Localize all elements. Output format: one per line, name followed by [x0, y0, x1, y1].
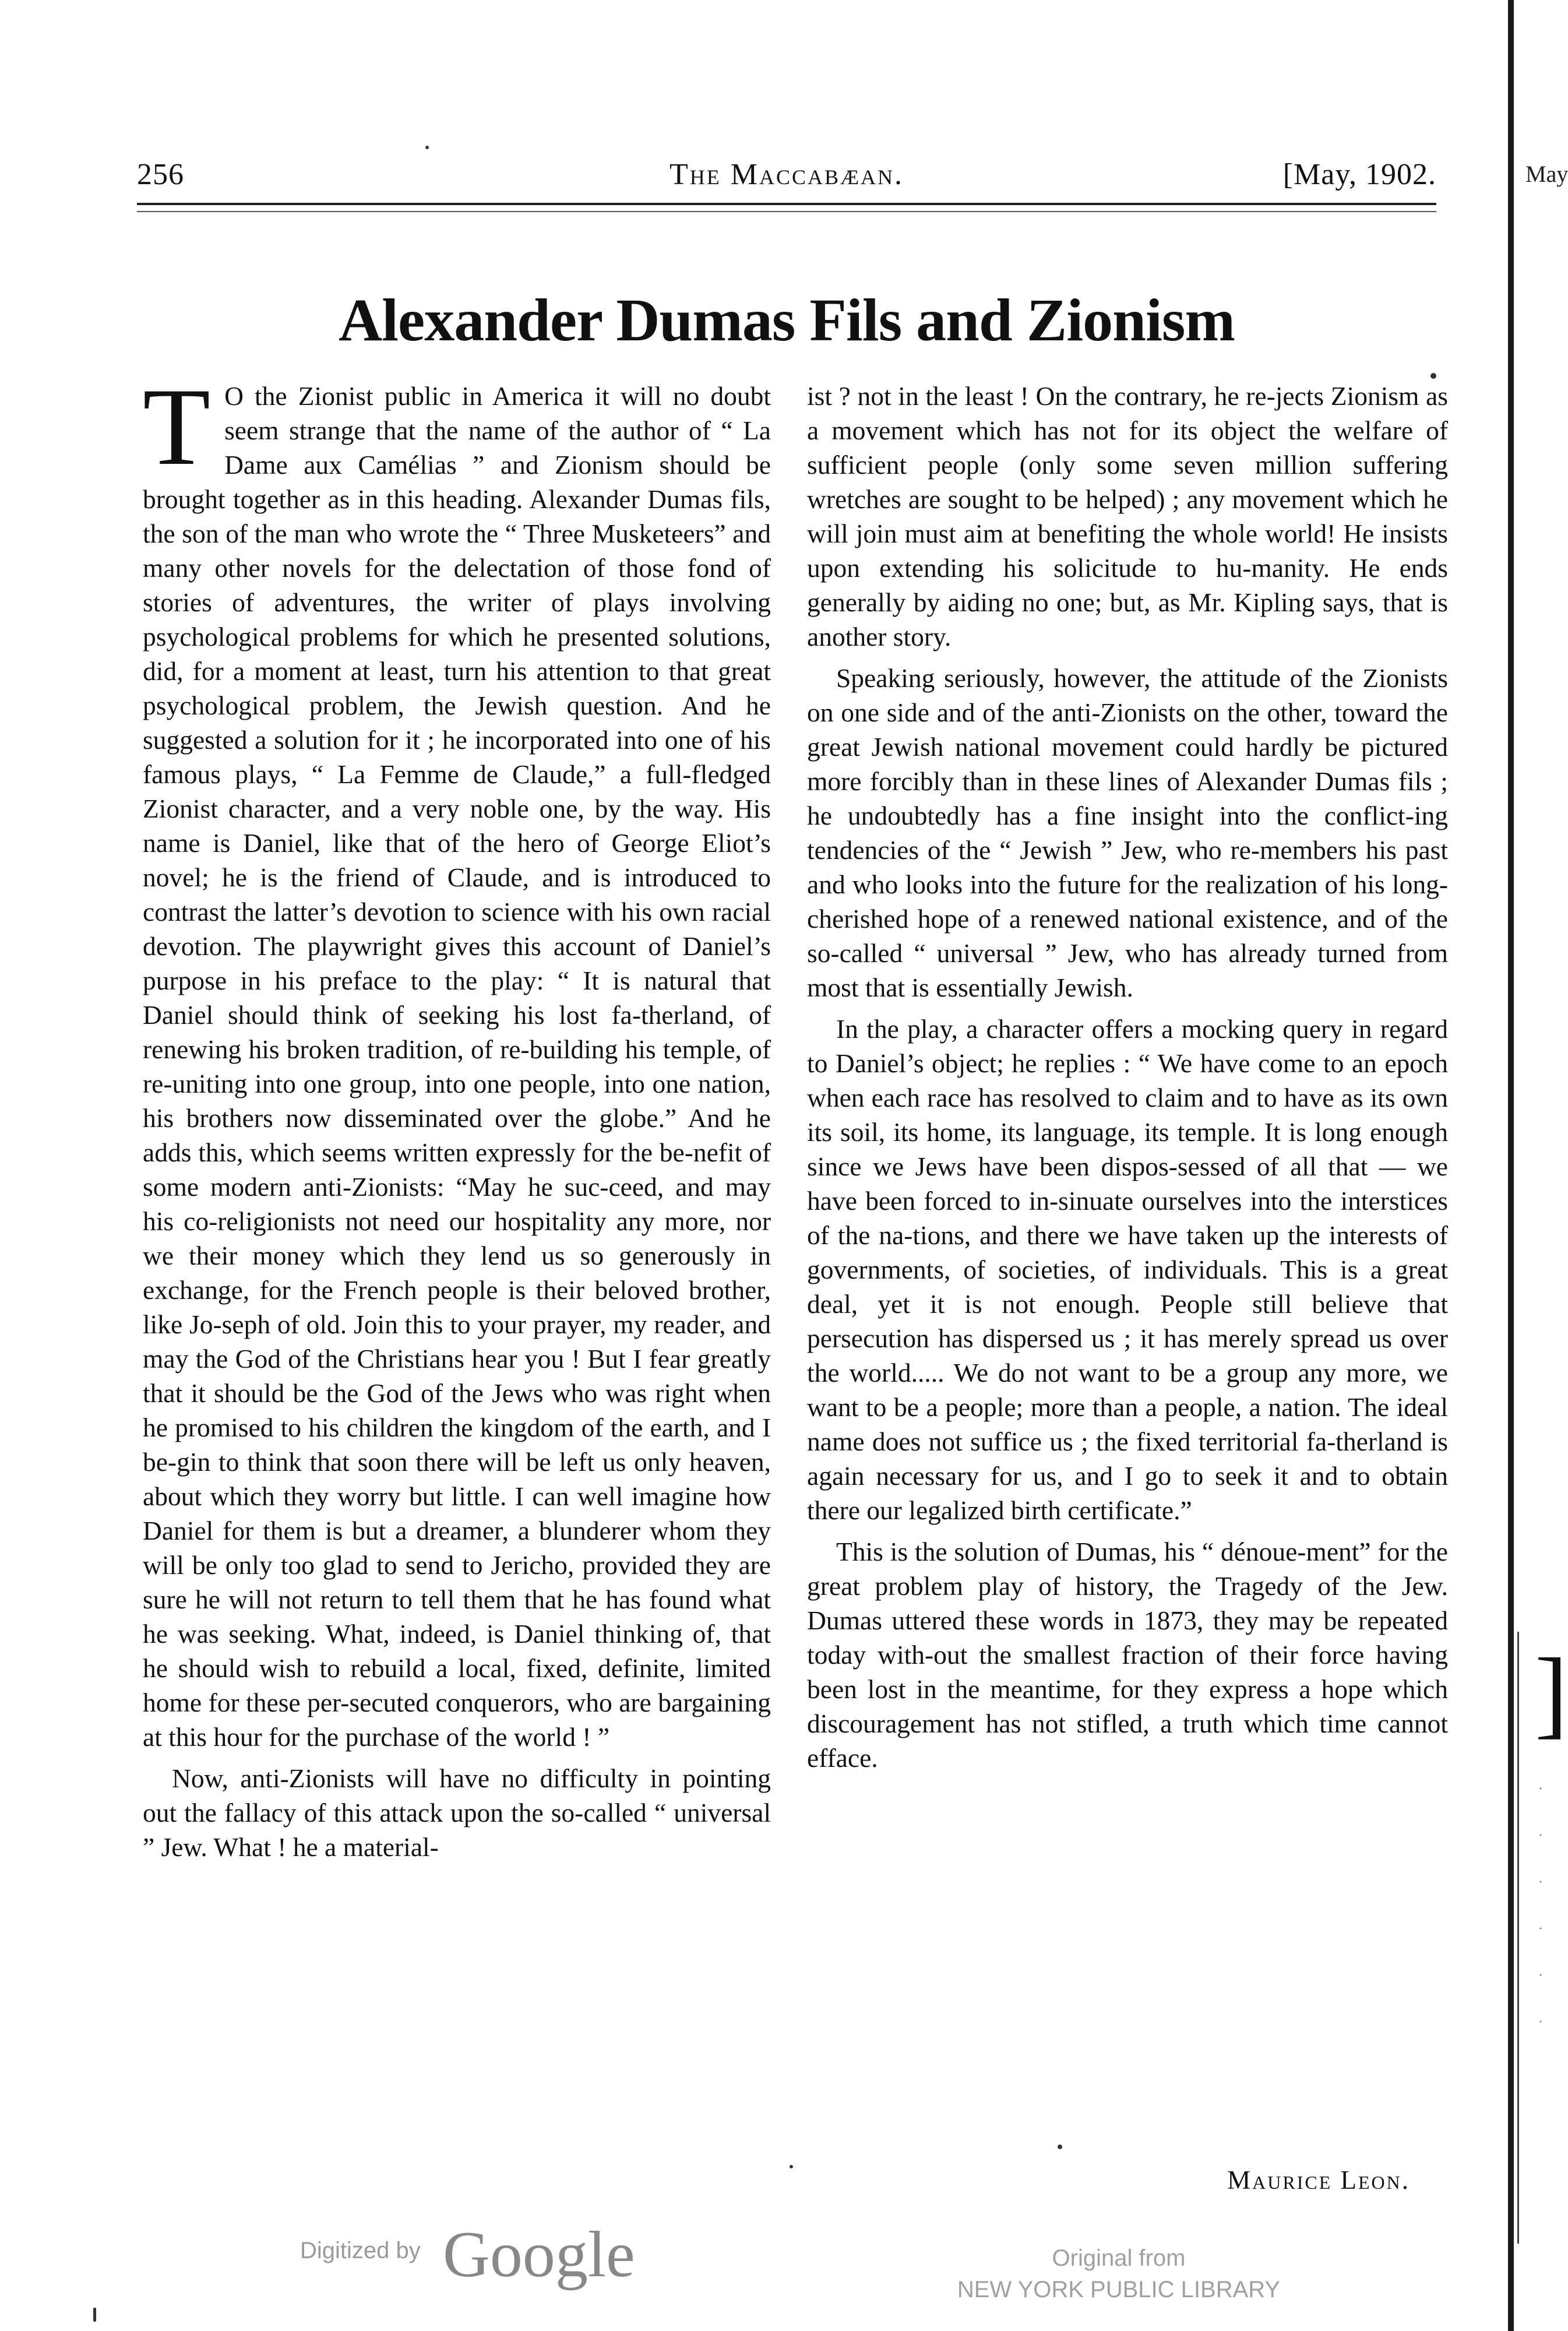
header-rule-thick — [137, 203, 1436, 205]
author-signature: Maurice Leon. — [1227, 2165, 1410, 2195]
scan-speck — [425, 146, 429, 149]
scan-edge-bar — [1508, 0, 1514, 2331]
paragraph-3: ist ? not in the least ! On the contrary, he re-jects Zionism as a movement which has not for its object the welfare of sufficient people (only some seven million suffering wretches are sought to be helped) ; any movement which he will join must aim at benefiting the whole world! He insists upon extending his solicitude to hu-manity. He ends generally by aiding no one; but, as Mr. Kipling says, that is another story. — [807, 381, 1448, 652]
library-name: NEW YORK PUBLIC LIBRARY — [957, 2277, 1281, 2302]
original-from-text: Original from — [1052, 2245, 1186, 2271]
scan-speck — [93, 2308, 96, 2322]
article-title: Alexander Dumas Fils and Zionism — [339, 287, 1235, 354]
adjacent-page-marks: · · · · · · — [1538, 1781, 1543, 2030]
digitized-by-text: Digitized by — [300, 2238, 421, 2263]
paragraph-1 — [143, 366, 771, 1754]
adjacent-page-fragment: ] — [1535, 1638, 1568, 1748]
drop-cap: T — [143, 366, 211, 488]
paragraph-2: Now, anti-Zionists will have no difficulty in pointing out the fallacy of this attack upon the so-called “ universal ” Jew. What ! he a material- — [143, 1763, 771, 1862]
page-number: 256 — [137, 158, 184, 191]
scan-speck — [790, 2165, 793, 2168]
right-column — [807, 379, 1448, 1775]
journal-title: The Maccabæan. — [669, 158, 904, 191]
scan-edge-line — [1517, 1632, 1519, 2244]
paragraph-1-text: O the Zionist public in America it will no doubt seem strange that the name of the author of “ La Dame aux Camélias ” and Zionism should be brought together as in this heading. Alexander Dumas fils, the son of the man who wrote the “ Three Musketeers” and many other novels for the delectation of those fond of stories of adventures, the writer of plays involving psychological problems for which he presented solutions, did, for a moment at least, turn his attention to that great psychological problem, the Jewish question. And he suggested a solution for it ; he incorporated into one of his famous plays, “ La Femme de Claude,” a full-fledged Zionist character, and a very noble one, by the way. His name is Daniel, like that of the hero of George Eliot’s novel; he is the friend of Claude, and is introduced to contrast the latter’s devotion to science with his own racial devotion. The playwright gives this account of Daniel’s purpose in his preface to the play: “ It is natural that Daniel should think of seeking his lost fa-therland, of renewing his broken tradition, of re-building his temple, of re-uniting into one group, into one people, into one nation, his brothers now disseminated over the globe.” And he adds this, which seems written expressly for the be-nefit of some modern anti-Zionists: “May he suc-ceed, and may his co-religionists not need our hospitality any more, nor we their money which they lend us so generously in exchange, for the French people is their beloved brother, like Jo-seph of old. Join this to your prayer, my reader, and may the God of the Christians hear you ! But I fear greatly that it should be the God of the Jews who was right when he promised to his children the kingdom of the earth, and I be-gin to think that soon there will be left us only heaven, about which they worry but little. I can well imagine how Daniel for them is but a dreamer, a blunderer whom they will be only too glad to send to Jericho, provided they are sure he will not return to tell them that he has found what he was seeking. What, indeed, is Daniel thinking of, that he should wish to rebuild a local, fixed, definite, limited home for these per-secuted conquerors, who are bargaining at this hour for the purchase of the world ! ” — [143, 381, 771, 1752]
library-credit — [909, 2242, 1329, 2305]
google-logo: Google — [443, 2219, 635, 2291]
paragraph-6: This is the solution of Dumas, his “ dénoue-ment” for the great problem play of history, the Tragedy of the Jew. Dumas uttered these words in 1873, they may be repeated today with-out the smallest fraction of their force having been lost in the meantime, for they express a hope which discouragement has not stifled, a truth which time cannot efface. — [807, 1537, 1448, 1773]
paragraph-4: Speaking seriously, however, the attitude of the Zionists on one side and of the anti-Zionists on the other, toward the great Jewish national movement could hardly be pictured more forcibly than in these lines of Alexander Dumas fils ; he undoubtedly has a fine insight into the conflict-ing tendencies of the “ Jewish ” Jew, who re-members his past and who looks into the future for the realization of his long-cherished hope of a renewed national existence, and of the so-called “ universal ” Jew, who has already turned from most that is essentially Jewish. — [807, 663, 1448, 1002]
header-rule-thin — [137, 211, 1436, 212]
left-column — [143, 366, 771, 1864]
adjacent-page-tab: May — [1525, 161, 1568, 187]
running-header — [137, 157, 1436, 198]
issue-date: [May, 1902. — [1282, 158, 1436, 191]
scan-speck — [1058, 2145, 1062, 2149]
scan-speck — [1430, 373, 1436, 379]
paragraph-5: In the play, a character offers a mocking query in regard to Daniel’s object; he replies : “ We have come to an epoch when each race has resolved to claim and to have as its own its soil, its home, its language, its temple. It is long enough since we Jews have been dispos-sessed of all that — we have been forced to in-sinuate ourselves into the interstices of the na-tions, and there we have taken up the interests of governments, of societies, of individuals. This is a great deal, yet it is not enough. People still believe that persecution has dispersed us ; it has merely spread us over the world..... We do not want to be a group any more, we want to be a people; more than a people, a nation. The ideal name does not suffice us ; the fixed territorial fa-therland is again necessary for us, and I go to seek it and to obtain there our legalized birth certificate.” — [807, 1014, 1448, 1525]
